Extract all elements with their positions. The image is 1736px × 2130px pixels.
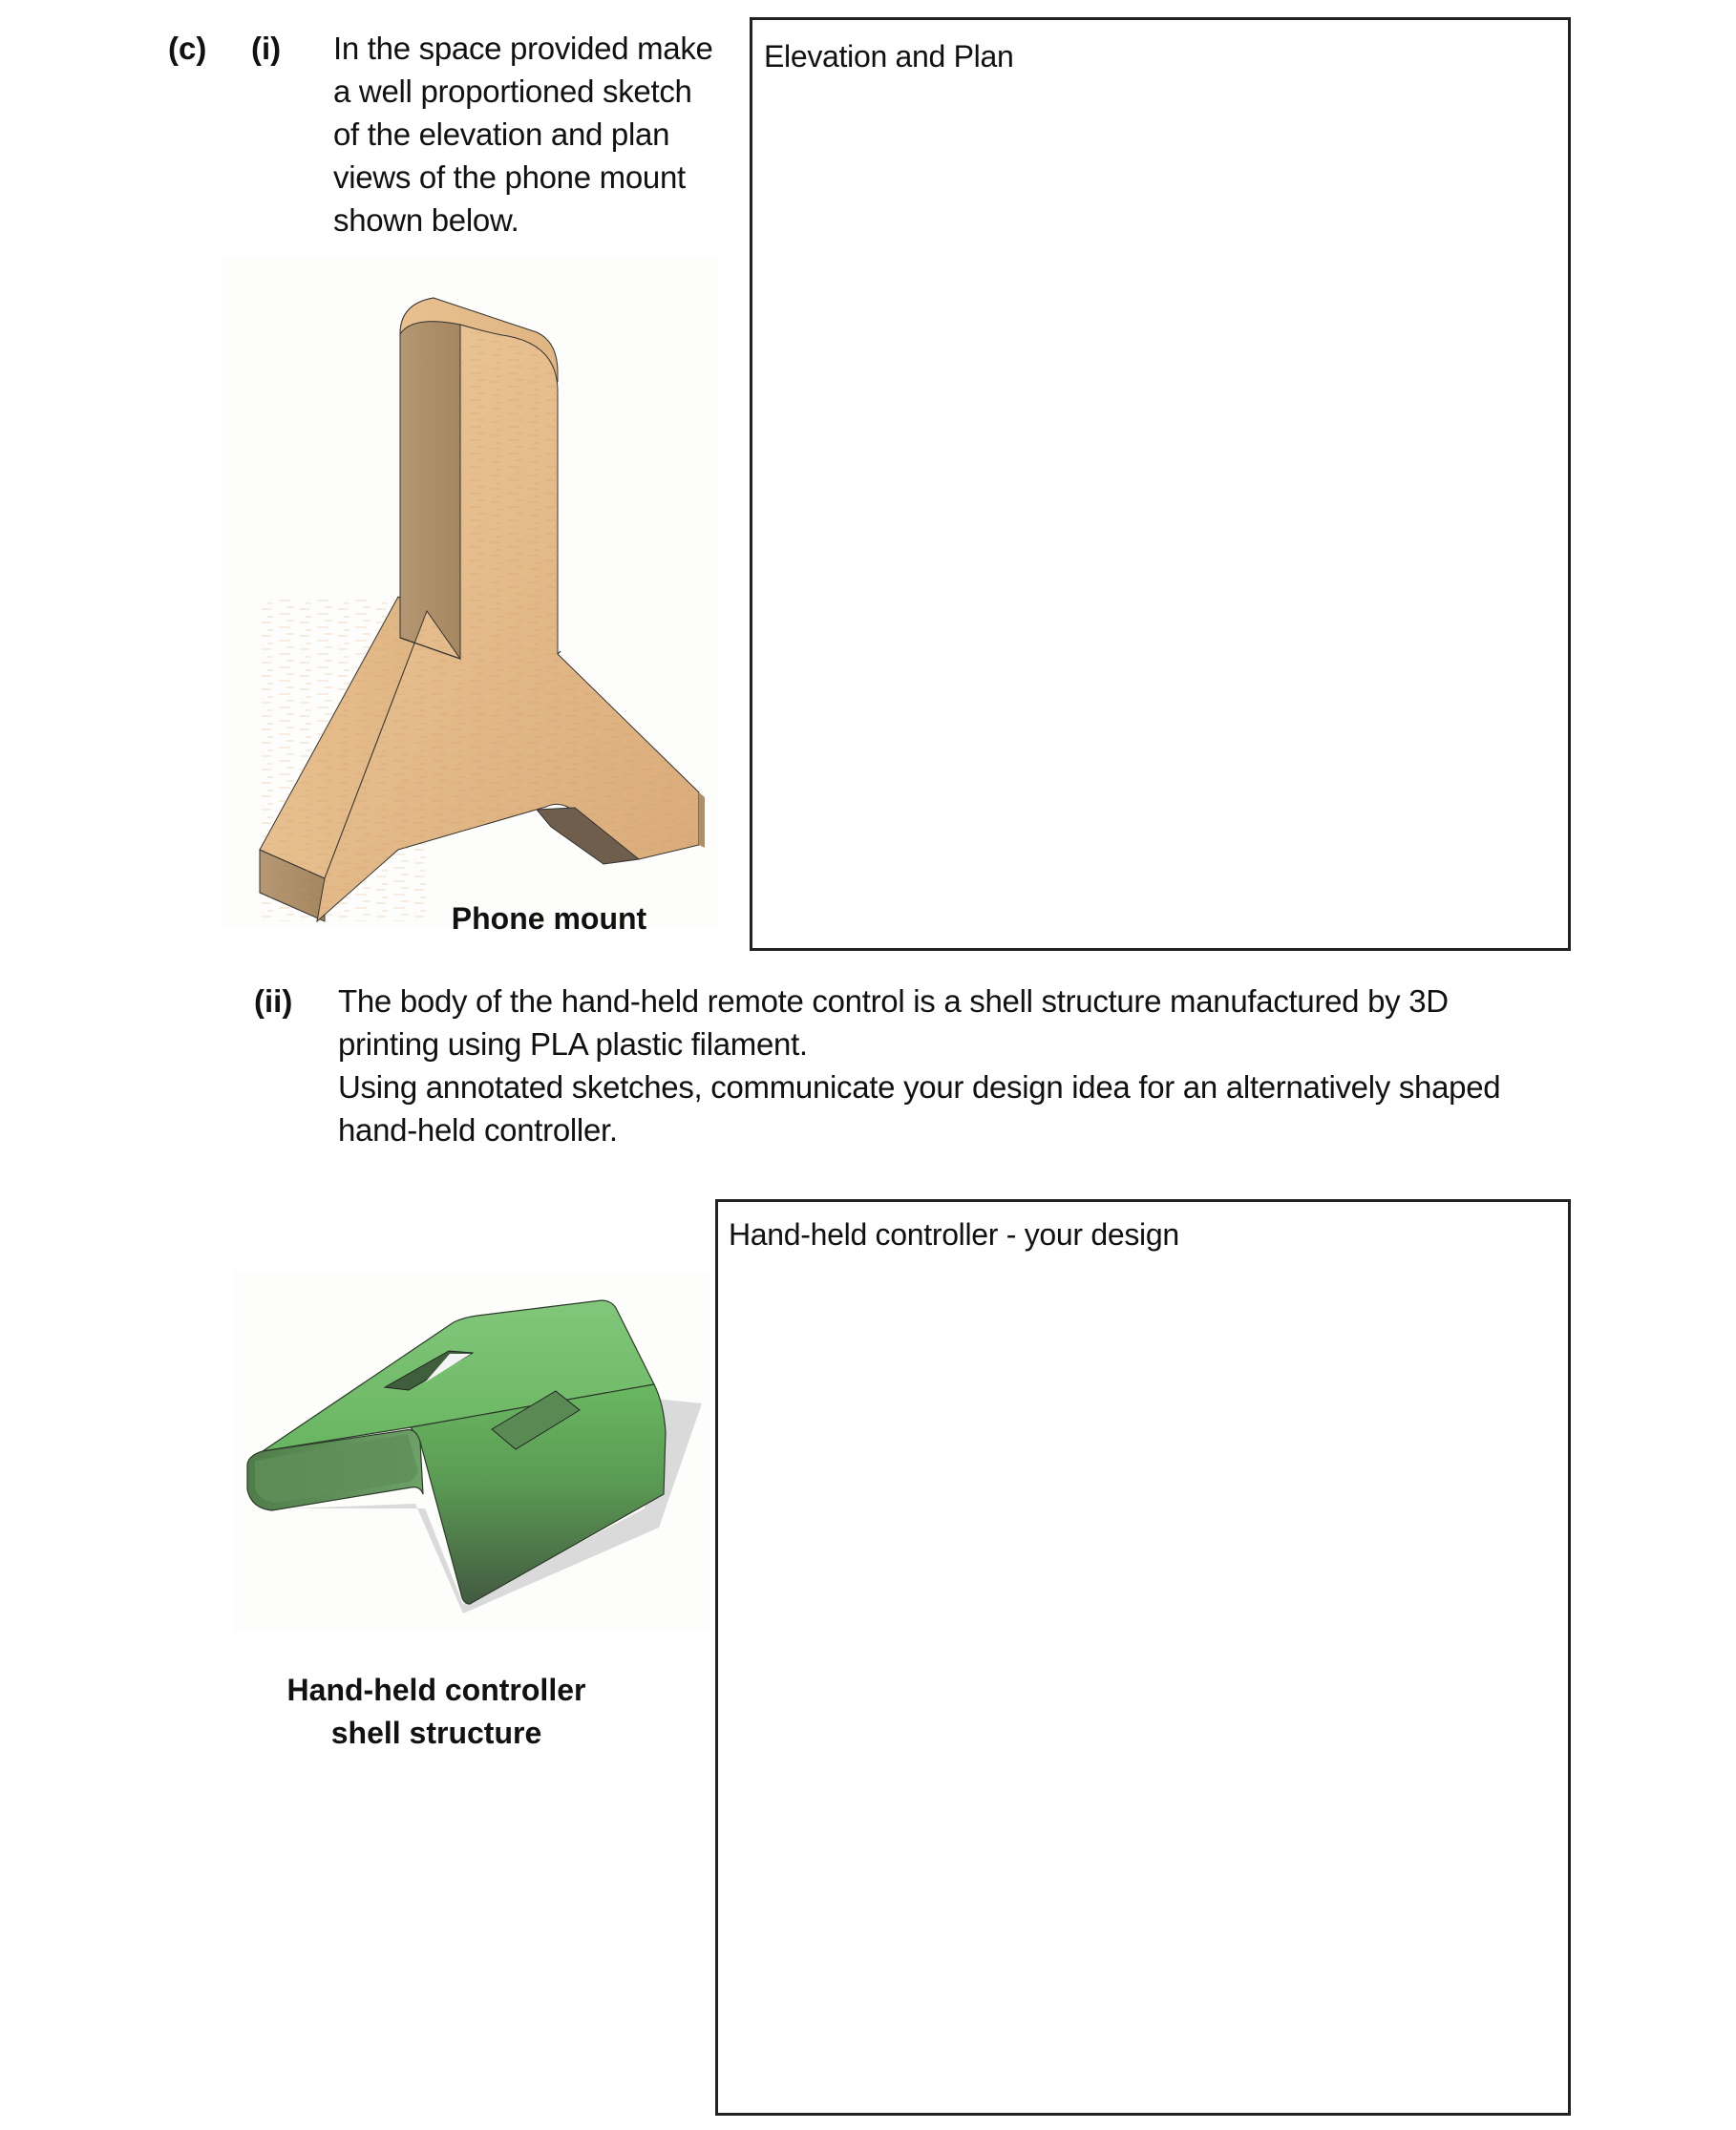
question-i-line: a well proportioned sketch [333,74,692,109]
controller-shell-figure [234,1270,711,1633]
controller-shell-caption [245,1669,627,1755]
part-label-c: (c) [168,31,207,66]
answer-box-elevation-plan[interactable] [750,17,1571,951]
question-ii-line: hand-held controller. [338,1112,618,1148]
question-i-line: shown below. [333,202,519,238]
question-i-line: of the elevation and plan [333,116,670,152]
subpart-label-i: (i) [251,31,282,66]
phone-mount-icon [222,258,718,926]
answer-box-title: Hand-held controller - your design [729,1217,1179,1252]
caption-line: Hand-held controller [286,1673,586,1707]
phone-mount-caption: Phone mount [451,901,647,936]
question-i-line: views of the phone mount [333,159,686,195]
answer-box-title: Elevation and Plan [764,39,1014,74]
question-i-line: In the space provided make [333,31,713,66]
question-ii-line: Using annotated sketches, communicate your design idea for an alternatively shaped [338,1069,1501,1105]
controller-shell-icon [234,1270,711,1633]
phone-mount-figure [222,258,718,926]
subpart-label-ii: (ii) [254,983,293,1019]
caption-line: shell structure [330,1716,542,1750]
question-ii-line: The body of the hand-held remote control is a shell structure manufactured by 3D [338,983,1449,1019]
question-i-text [333,27,713,242]
answer-box-controller-design[interactable] [715,1199,1571,2116]
question-ii-text [338,980,1500,1151]
question-ii-line: printing using PLA plastic filament. [338,1026,808,1062]
